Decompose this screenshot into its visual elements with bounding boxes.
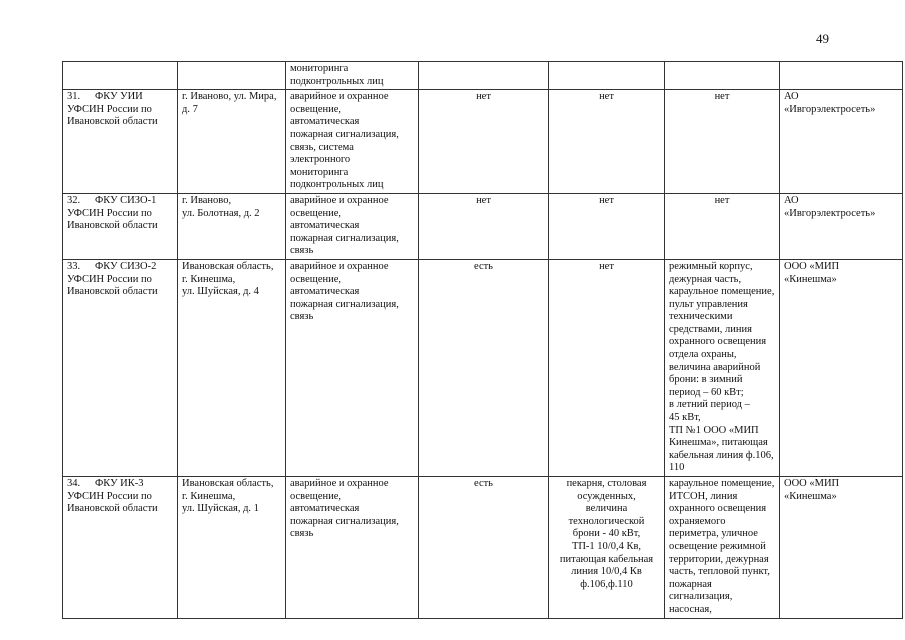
cell-systems: аварийное и охранное освещение, автоматическая пожарная сигнализация, связь	[286, 477, 419, 619]
org-name: ФКУ СИЗО-2 УФСИН России по Ивановской области	[67, 260, 158, 298]
cell-systems: аварийное и охранное освещение, автоматическая пожарная сигнализация, связь	[286, 193, 419, 259]
page-number: 49	[816, 31, 829, 46]
cell-number-org	[63, 90, 178, 194]
cell-address: г. Иваново, ул. Болотная, д. 2	[178, 193, 286, 259]
cell-col5	[419, 62, 549, 90]
cell-supplier: ООО «МИП «Кинешма»	[780, 477, 903, 619]
cell-number-org	[63, 259, 178, 476]
cell-col5: есть	[419, 477, 549, 619]
row-number: 32.	[67, 194, 81, 206]
table-row	[63, 477, 905, 619]
table-row	[63, 62, 905, 90]
cell-col6	[549, 62, 665, 90]
cell-address: Ивановская область, г. Кинешма, ул. Шуйская, д. 4	[178, 259, 286, 476]
cell-col7: нет	[665, 90, 780, 194]
cell-supplier	[780, 62, 903, 90]
org-name: ФКУ ИК-3 УФСИН России по Ивановской области	[67, 478, 158, 515]
cell-col7: режимный корпус, дежурная часть, караульное помещение, пульт управления техническими средствами, линия охранного освещения отдела охраны, величина аварийной брони: в зимний период – 60 кВт; в летний период – 45 кВт, ТП №1 ООО «МИП Кинешма», питающая кабельная линия ф.106, 110	[665, 259, 780, 476]
cell-supplier: ООО «МИП «Кинешма»	[780, 259, 903, 476]
cell-supplier: АО «Ивгорэлектросеть»	[780, 90, 903, 194]
cell-number-org	[63, 193, 178, 259]
cell-col5: нет	[419, 90, 549, 194]
cell-systems: аварийное и охранное освещение, автоматическая пожарная сигнализация, связь	[286, 259, 419, 476]
cell-col6: нет	[549, 90, 665, 194]
row-number: 31.	[67, 91, 81, 103]
table-row	[63, 90, 905, 194]
cell-systems: мониторинга подконтрольных лиц	[286, 62, 419, 90]
cell-col6: нет	[549, 193, 665, 259]
cell-number-org	[63, 62, 178, 90]
table-row	[63, 259, 905, 476]
row-number: 34.	[67, 478, 81, 489]
facilities-table	[62, 61, 905, 619]
cell-address	[178, 62, 286, 90]
cell-col5: есть	[419, 259, 549, 476]
cell-address: г. Иваново, ул. Мира, д. 7	[178, 90, 286, 194]
cell-col7	[665, 62, 780, 90]
cell-col7: караульное помещение, ИТСОН, линия охранного освещения охраняемого периметра, уличное освещение режимной территории, дежурная часть, тепловой пункт, пожарная сигнализация, насосная,	[665, 477, 780, 619]
cell-col7: нет	[665, 193, 780, 259]
row-number: 33.	[67, 260, 81, 272]
cell-address: Ивановская область, г. Кинешма, ул. Шуйская, д. 1	[178, 477, 286, 619]
cell-col5: нет	[419, 193, 549, 259]
org-name: ФКУ СИЗО-1 УФСИН России по Ивановской области	[67, 194, 158, 232]
cell-col6: нет	[549, 259, 665, 476]
cell-number-org	[63, 477, 178, 619]
cell-systems: аварийное и охранное освещение, автоматическая пожарная сигнализация, связь, система электронного мониторинга подконтрольных лиц	[286, 90, 419, 194]
cell-supplier: АО «Ивгорэлектросеть»	[780, 193, 903, 259]
cell-col6: пекарня, столовая осужденных, величина технологической брони - 40 кВт, ТП-1 10/0,4 Кв, питающая кабельная линия 10/0,4 Кв ф.106,ф.110	[549, 477, 665, 619]
table-row	[63, 193, 905, 259]
org-name: ФКУ УИИ УФСИН России по Ивановской области	[67, 91, 158, 128]
